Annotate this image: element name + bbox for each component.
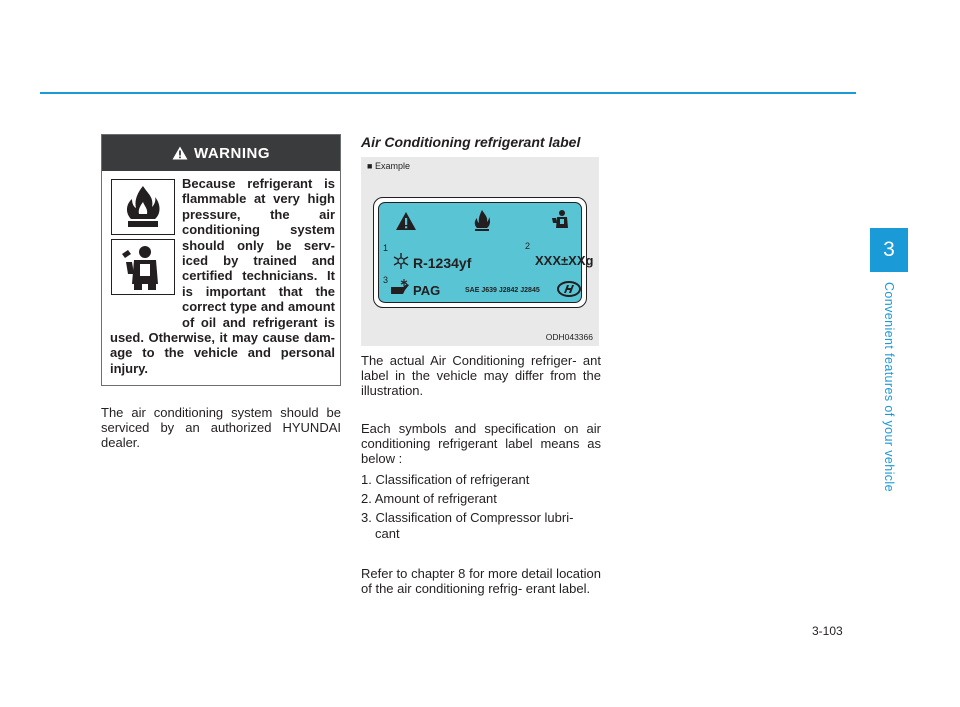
list-item: 1. Classification of refrigerant — [361, 472, 530, 487]
list-item: 2. Amount of refrigerant — [361, 491, 497, 507]
section-title: Air Conditioning refrigerant label — [361, 134, 581, 150]
chapter-tab — [870, 228, 908, 272]
technician-small-icon — [551, 209, 571, 231]
warning-box — [101, 134, 341, 386]
chapter-number: 3 — [883, 238, 895, 261]
warning-title: WARNING — [194, 144, 270, 162]
refrigerant-amount: XXX±XXg — [535, 253, 594, 268]
square-bullet-icon: ■ — [367, 161, 375, 171]
warning-text — [110, 176, 335, 376]
flame-icon — [473, 209, 491, 231]
symbols-paragraph: Each symbols and specification on air conditioning refrigerant label means as below : — [361, 421, 601, 467]
caution-triangle-icon — [395, 211, 417, 231]
warning-header — [102, 135, 340, 171]
sae-standards: SAE J639 J2842 J2845 — [465, 287, 540, 294]
warning-triangle-icon — [172, 146, 188, 160]
compressor-oil-icon — [389, 279, 411, 297]
label-plate — [373, 197, 594, 308]
chapter-side-title — [870, 282, 908, 492]
label-panel — [378, 202, 594, 303]
label-differ-paragraph: The actual Air Conditioning refriger- ant label in the vehicle may differ from the illustration. — [361, 353, 601, 399]
refrigerant-symbol-icon — [391, 251, 411, 271]
chapter-title: Convenient features of your vehicle — [882, 282, 896, 492]
label-number-3: 3 — [383, 275, 389, 285]
top-rule — [40, 92, 856, 94]
label-number-2: 2 — [525, 241, 531, 251]
figure-code: ODH043366 — [545, 332, 593, 342]
refrigerant-type: R-1234yf — [413, 255, 472, 271]
symbol-list — [361, 472, 601, 545]
example-label: Example — [374, 161, 410, 171]
example-caption — [367, 161, 410, 171]
label-number-1: 1 — [383, 243, 389, 253]
page-number: 3-103 — [812, 624, 843, 638]
oil-type: PAG — [413, 283, 441, 298]
chapter-reference-paragraph: Refer to chapter 8 for more detail location of the air conditioning refrig- erant label. — [361, 566, 601, 597]
warning-text-body: Because refrigerant is flammable at very high pressure, the air conditioning system should only be serv- iced by trained and certified technicians. It is important that the correct type and amount of oil and refrigerant is used. Otherwise, it may cause dam- age to the vehicle and personal injury. — [110, 176, 335, 376]
list-item: 3. Classification of Compressor lubri- cant — [361, 510, 574, 541]
dealer-service-paragraph: The air conditioning system should be serviced by an authorized HYUNDAI dealer. — [101, 405, 341, 451]
hyundai-logo-icon — [557, 281, 581, 297]
refrigerant-label-figure — [361, 157, 599, 346]
